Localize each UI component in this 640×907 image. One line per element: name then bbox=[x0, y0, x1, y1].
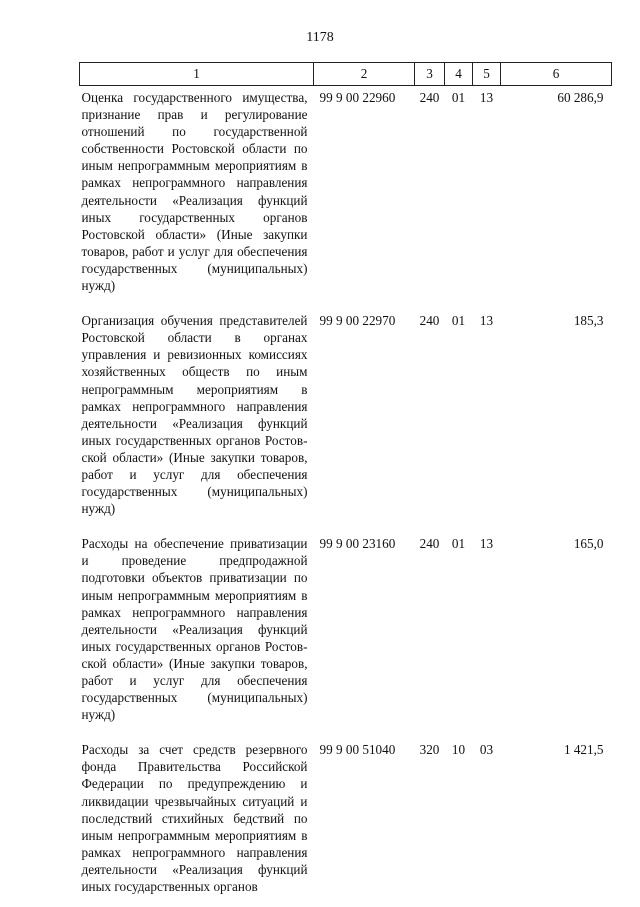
subsection-code: 03 bbox=[479, 742, 494, 758]
section-code: 01 bbox=[451, 90, 466, 105]
subsection-code: 13 bbox=[479, 536, 494, 552]
column-header-3: 3 bbox=[415, 63, 445, 86]
section-code: 10 bbox=[451, 742, 466, 758]
expense-name: Оценка государственного имущества, признание прав и регулирование отношений по государственной собственности Ростовской области по иным непрограммным мероприятиям в рамках непрограммного направления деятельности «Реализация функций иных государственных органов Ростовской области» (Иные закупки товаров, работ и услуг для обеспечения государственных (муниципальных) нужд) bbox=[81, 90, 308, 294]
target-article-code: 99 9 00 51040 bbox=[319, 742, 396, 758]
column-header-4: 4 bbox=[445, 63, 473, 86]
amount: 185,3 bbox=[573, 313, 604, 329]
section-code: 01 bbox=[451, 536, 466, 552]
budget-table bbox=[79, 62, 612, 907]
target-article-code: 99 9 00 22960 bbox=[319, 90, 396, 105]
table-row bbox=[80, 735, 612, 907]
expense-type-code: 240 bbox=[419, 536, 440, 552]
expense-name: Организация обучения представителей Ростовской области в органах управления и ревизионных комиссиях хозяйственных обществ по иным непрограммным мероприятиям в рамках непрограммного направления деятельности «Реализация функций иных государственных органов Ростовской области» (Иные закупки товаров, работ и услуг для обеспечения государственных (муниципальных) нужд) bbox=[81, 313, 308, 517]
amount: 1 421,5 bbox=[563, 742, 604, 758]
page-number: 1178 bbox=[306, 30, 334, 45]
column-header-1: 1 bbox=[80, 63, 314, 86]
subsection-code: 13 bbox=[479, 90, 494, 105]
table-header-row bbox=[80, 63, 612, 86]
expense-name: Расходы за счет средств резервного фонда Правительства Российской Федерации по предупреждению и ликвидации чрезвычайных ситуаций и последствий стихийных бедствий по иным непрограммным мероприятиям в рамках непрограммного направления деятельности «Реализация функций иных государственных органов bbox=[81, 742, 308, 895]
target-article-code: 99 9 00 23160 bbox=[319, 536, 396, 552]
target-article-code: 99 9 00 22970 bbox=[319, 313, 396, 329]
amount: 60 286,9 bbox=[557, 90, 604, 105]
table-row bbox=[80, 86, 612, 307]
expense-type-code: 240 bbox=[419, 90, 440, 105]
expense-type-code: 240 bbox=[419, 313, 440, 329]
section-code: 01 bbox=[451, 313, 466, 329]
amount: 165,0 bbox=[573, 536, 604, 552]
table-row bbox=[80, 529, 612, 735]
column-header-5: 5 bbox=[473, 63, 501, 86]
subsection-code: 13 bbox=[479, 313, 494, 329]
table-row bbox=[80, 306, 612, 529]
column-header-6: 6 bbox=[501, 63, 612, 86]
expense-type-code: 320 bbox=[419, 742, 440, 758]
column-header-2: 2 bbox=[314, 63, 415, 86]
expense-name: Расходы на обеспечение приватизации и проведение предпродажной подготовки объектов приватизации по иным непрограммным мероприятиям в рамках непрограммного направления деятельности «Реализация функций иных государственных органов Ростовской области» (Иные закупки товаров, работ и услуг для обеспечения государственных (муниципальных) нужд) bbox=[81, 536, 308, 723]
